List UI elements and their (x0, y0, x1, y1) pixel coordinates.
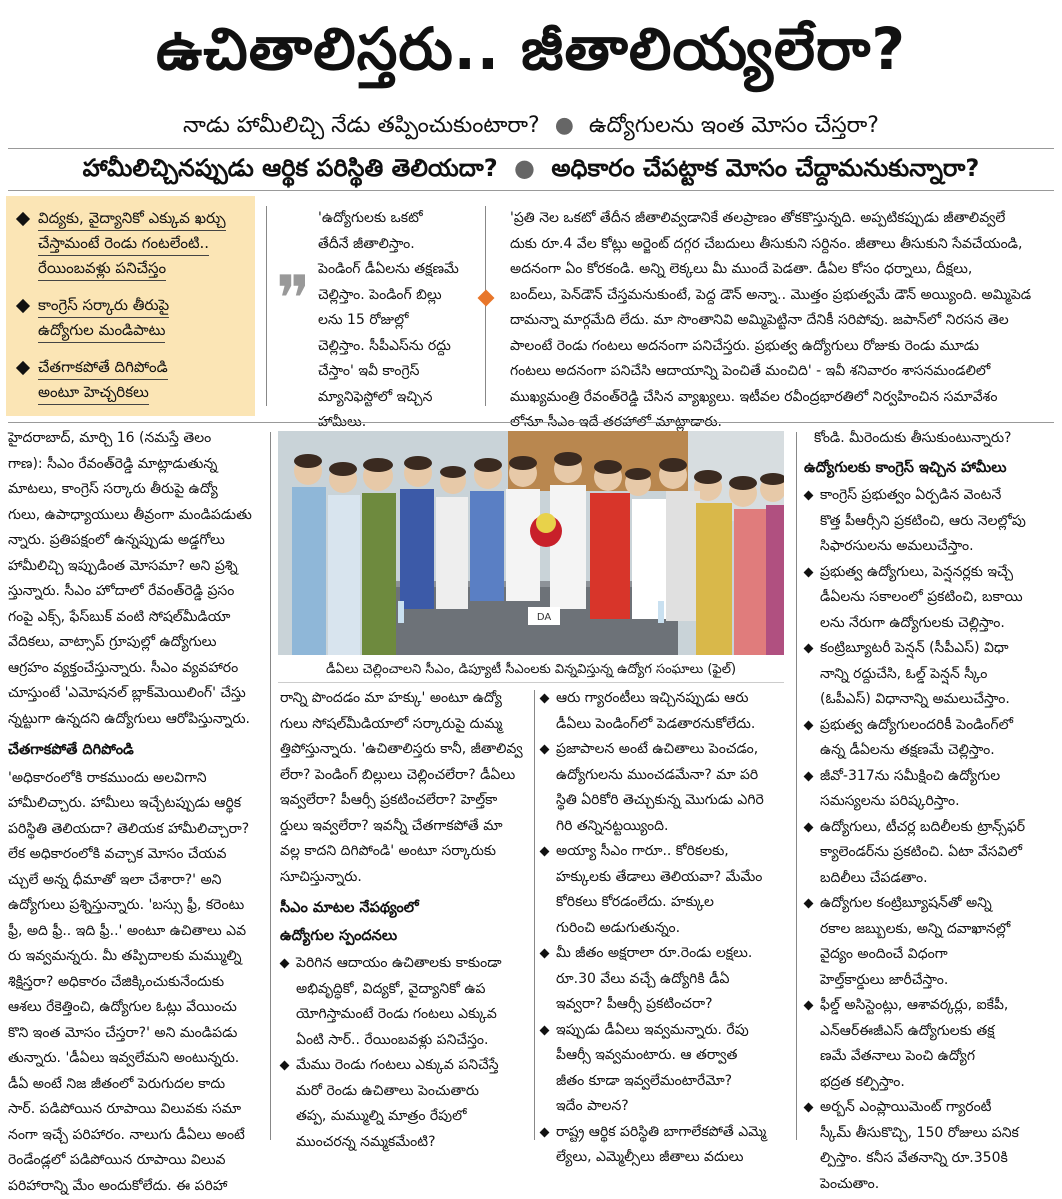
manifesto-quote (318, 206, 498, 436)
subheadline-1-part-2: ఉద్యోగులను ఇంత మోసం చేస్తరా? (589, 113, 879, 138)
list-item (804, 560, 1058, 637)
article-column-2 (280, 686, 530, 1155)
list-item (540, 737, 790, 839)
text-line: కొని ఇంత మోసం చేస్తరా?' అని మండిపడు (8, 1021, 266, 1047)
divider (8, 190, 1054, 191)
text-line: ణమే వేతనాలు పెంచి ఉద్యోగ (820, 1044, 1008, 1070)
list-item (804, 636, 1058, 713)
list-item (540, 686, 790, 737)
text-line: హామీలిచ్చారు. హామీలు ఇచ్చేటప్పుడు ఆర్థిక (8, 791, 266, 817)
text-line: ఆగ్రహం వ్యక్తంచేస్తున్నారు. సీఎం వ్యవహారం (8, 656, 266, 682)
text-line: ఇదేం పాలన? (556, 1094, 749, 1120)
text-line: స్తున్నారు. సీఎం హోదాలో రేవంత్‌రెడ్డి ప్రసం (8, 579, 266, 605)
text-line: పీఆర్సీ ఇవ్వమంటారు. ఆ తర్వాత (556, 1043, 749, 1069)
headline: ఉచితాలిస్తరు.. జీతాలియ్యలేరా? (0, 14, 1062, 84)
quote-line: చెల్లిస్తాం. పెండింగ్ బిల్లు (318, 283, 498, 309)
intro-line: 'ప్రతి నెల ఒకటో తేదీన జీతాలివ్వడానికే తలప్రాణం తోకకొస్తున్నది. అప్పటికప్పుడు జీతాలివ్వలే (510, 206, 1055, 232)
highlight-line: రేయింబవళ్లు పనిచేస్తం (38, 256, 166, 281)
intro-line: బంద్‌లు, పెన్‌డౌన్ చేస్తమనుకుంటే, పెద్ద డౌన్ అన్నా.. మొత్తం ప్రభుత్వమే డౌన్ అయ్యింది. అమ్మిపెడ (510, 283, 1055, 309)
diamond-bullet-icon (540, 745, 550, 755)
text-line: జీతం కూడా ఇవ్వలేమంటారేమో? (556, 1069, 749, 1095)
text-line: డీఏలను సకాలంలో ప్రకటించి, బకాయి (820, 585, 1023, 611)
text-line: రూ.30 వేలు వచ్చే ఉద్యోగికి డీఏ (556, 967, 752, 993)
text-line: రాష్ట్ర ఆర్థిక పరిస్థితి బాగాలేకపోతే ఎమ్మె (556, 1120, 766, 1146)
text-line: ప్రజాపాలన అంటే ఉచితాలు పెంచడం, (556, 737, 764, 763)
intro-line: దామన్నా మార్గమేది లేదు. మా సొంతానివి అమ్మిపెట్టినా దేనికీ సరిపోవు. జపాన్‌లో నిరసన తెల (510, 308, 1055, 334)
text-line: నంగా ఇచ్చే పరిహారం. నాలుగు డీఏలు అంటే (8, 1123, 266, 1149)
text-line: రు ఇవ్వమన్నరు. మీ తప్పిదాలకు మమ్ముల్ని (8, 944, 266, 970)
text-line: ముంచరన్న నమ్మకమేంటి? (296, 1130, 499, 1156)
text-line: కోరికలు కోరడంలేదు. హక్కుల (556, 890, 762, 916)
text-line: యోగిస్తామంటే రెండు గంటలు ఎక్కువ (296, 1002, 501, 1028)
text-line: తున్నారు. 'డీఏలు ఇవ్వలేమని అంటున్నరు. (8, 1046, 266, 1072)
diamond-bullet-icon (540, 1025, 550, 1035)
text-line: హెల్త్‌కార్డులు జారీచేస్తాం. (820, 968, 1010, 994)
highlight-item (16, 355, 247, 405)
column-divider (270, 432, 271, 1140)
text-line: తప్ప, మమ్ముల్ని మాత్రం రేపులో (296, 1104, 499, 1130)
text-line: పెరిగిన ఆదాయం ఉచితాలకు కాకుండా (296, 951, 501, 977)
text-line: న్నట్టుగా ఉన్నదని ఉద్యోగులు ఆరోపిస్తున్నారు. (8, 707, 266, 733)
article-column-4 (804, 426, 1058, 1197)
text-line: డీఏ అంటే నిజ జీతంలో పెరుగుదల కాదు (8, 1072, 266, 1098)
list-item (804, 483, 1058, 560)
highlight-item (16, 293, 247, 343)
list-item (540, 1120, 790, 1171)
bullet-dot-icon: ● (506, 154, 543, 182)
text-line: రాన్ని పొందడం మా హక్కు' అంటూ ఉద్యో (280, 686, 530, 712)
text-line: ర్డులు ఇవ్వలేరా? ఇవన్నీ చేతగాకపోతే మా (280, 814, 530, 840)
intro-line: ముఖ్యమంత్రి రేవంత్‌రెడ్డి చేసిన వ్యాఖ్యలు. ఇటీవల రవీంద్రభారతిలో నిర్వహించిన సమావేశం (510, 385, 1055, 411)
text-line: మరో రెండు ఉచితాలు పెంచుతారు (296, 1079, 499, 1105)
diamond-bullet-icon (16, 299, 30, 313)
list-item (804, 764, 1058, 815)
text-line: క్యాలెండర్‌ను ప్రకటించి. ఏటా వేసవిలో (820, 840, 1025, 866)
text-line: హైదరాబాద్, మార్చి 16 (నమస్తే తెలం (8, 426, 266, 452)
text-line: చ్చులే అన్న ధీమాతో ఇలా చేశారా?' అని (8, 868, 266, 894)
list-item (804, 1095, 1058, 1197)
highlight-line: కాంగ్రెస్ సర్కారు తీరుపై (38, 293, 169, 318)
list-item (540, 1018, 790, 1120)
text-line: మాటలు, కాంగ్రెస్ సర్కారు తీరుపై ఉద్యో (8, 477, 266, 503)
diamond-bullet-icon (804, 491, 814, 501)
text-line: ల్యేలు, ఎమ్మెల్సీలు జీతాలు వదులు (556, 1145, 766, 1171)
quote-line: లను 15 రోజుల్లో (318, 308, 498, 334)
text-line: ఫీల్డ్ అసిస్టెంట్లు, ఆశావర్కర్లు, ఐకేపీ, (820, 993, 1008, 1019)
text-line: గురించి అడుగుతున్నం. (556, 916, 762, 942)
list-item (804, 891, 1058, 993)
highlight-line: అంటూ హెచ్చరికలు (38, 380, 149, 405)
text-line: సూచిస్తున్నారు. (280, 865, 530, 891)
subheadline-2-part-1: హామీలిచ్చినప్పుడు ఆర్థిక పరిస్థితి తెలియదా? (83, 154, 498, 182)
text-line: సార్. పడిపోయిన రూపాయి విలువకు సమా (8, 1097, 266, 1123)
section-heading: చేతగాకపోతే దిగిపోండి (8, 738, 266, 764)
diamond-bullet-icon (804, 899, 814, 909)
highlights-box (6, 196, 255, 416)
diamond-bullet-icon (280, 959, 290, 969)
text-line: కంట్రిబ్యూటరీ పెన్షన్ (సీపీఎస్) విధా (820, 636, 1010, 662)
subheadline-1-part-1: నాడు హామీలిచ్చి నేడు తప్పించుకుంటారా? (183, 113, 540, 138)
text-line: వైద్యం అందించే విధంగా (820, 942, 1010, 968)
cm-quote-intro (510, 206, 1055, 436)
text-line: గులు సోషల్‌మీడియాలో సర్కారుపై దుమ్మ (280, 712, 530, 738)
highlight-line: విద్యకు, వైద్యానికో ఎక్కువ ఖర్చు (38, 206, 226, 231)
text-line: లేరా? పెండింగ్ బిల్లులు చెల్లించలేరా? డీఏలు (280, 763, 530, 789)
text-line: గాణ): సీఎం రేవంత్‌రెడ్డి మాట్లాడుతున్న (8, 452, 266, 478)
subheadline-2-part-2: అధికారం చేపట్టాక మోసం చేద్దామనుకున్నారా? (551, 154, 979, 182)
intro-line: లోనూ సీఎం ఇదే తరహాలో మాట్లాడారు. (510, 410, 1055, 436)
text-line: (ఓపీఎస్) విధానాన్ని అమలుచేస్తాం. (820, 687, 1010, 713)
text-line: అభివృద్ధికో, విద్యకో, వైద్యానికో ఉప (296, 977, 501, 1003)
quote-mark-icon: ❞ (276, 270, 310, 330)
diamond-bullet-icon (804, 1001, 814, 1011)
column-divider (534, 690, 535, 1140)
diamond-bullet-icon (540, 694, 550, 704)
text-line: వేదికలు, వాట్సాప్ గ్రూపుల్లో ఉద్యోగులు (8, 630, 266, 656)
highlight-item (16, 206, 247, 281)
article-column-3 (540, 686, 790, 1171)
quote-line: చెల్లిస్తాం. సీపీఎస్‌ను రద్దు (318, 334, 498, 360)
intro-line: దుకు రూ.4 వేల కోట్లు అర్జెంట్ దగ్గర చేబదులు తీసుకుని సర్దినం. జీతాలు తీసుకుని సేవచేయండి, (510, 232, 1055, 258)
highlight-line: ఉద్యోగుల మండిపాటు (38, 318, 165, 343)
text-line: గిరి తన్నినట్టయ్యింది. (556, 814, 764, 840)
list-item (804, 713, 1058, 764)
diamond-bullet-icon (804, 644, 814, 654)
text-line: స్థితి ఏరికోరి తెచ్చుకున్న మొగుడు ఎగిరె (556, 788, 764, 814)
diamond-bullet-icon (804, 567, 814, 577)
highlight-line: చేతగాకపోతే దిగిపోండి (38, 355, 168, 380)
text-line: 'అధికారంలోకి రాకముందు అలవిగాని (8, 766, 266, 792)
intro-line: పాలంటే రెండు గంటలు అదనంగా పనిచేస్తరు. ప్రభుత్వ ఉద్యోగులు రోజుకు రెండు మూడు (510, 334, 1055, 360)
diamond-bullet-icon (16, 361, 30, 375)
diamond-bullet-icon (280, 1061, 290, 1071)
text-line: చూస్తుంటే 'ఎమోషనల్ బ్లాక్‌మెయిలింగ్' చేస్తు (8, 681, 266, 707)
text-line: స్కీమ్ తీసుకొచ్చి, 150 రోజులు పనిక (820, 1121, 1019, 1147)
section-heading: ఉద్యోగుల స్పందనలు (280, 924, 530, 950)
diamond-bullet-icon (804, 720, 814, 730)
diamond-bullet-icon (804, 822, 814, 832)
divider (8, 148, 1054, 149)
column-divider (796, 432, 797, 1140)
text-line: వల్ల కాదని దిగిపోండి' అంటూ సర్కారుకు (280, 839, 530, 865)
text-line: గులు, ఉపాధ్యాయులు తీవ్రంగా మండిపడుతు (8, 503, 266, 529)
text-line: ఫ్రీ, అది ఫ్రీ.. ఇది ఫ్రీ..' అంటూ ఉచితాలు ఎవ (8, 919, 266, 945)
list-item (540, 941, 790, 1018)
text-line: హక్కులకు తేడాలు తెలియవా? మేమేం (556, 865, 762, 891)
text-line: రెండేండ్లలో పడిపోయిన రూపాయి విలువ (8, 1148, 266, 1174)
text-line: ఇప్పుడు డీఏలు ఇవ్వమన్నారు. రేపు (556, 1018, 749, 1044)
news-photo (278, 431, 784, 655)
diamond-bullet-icon (16, 212, 30, 226)
section-heading: ఉద్యోగులకు కాంగ్రెస్ ఇచ్చిన హామీలు (804, 456, 1058, 482)
text-line: ఎన్ఆర్ఈజీఎస్ ఉద్యోగులకు తక్ష (820, 1019, 1008, 1045)
list-item (280, 1053, 530, 1155)
text-line: మేము రెండు గంటలు ఎక్కువ పనిచేస్తే (296, 1053, 499, 1079)
text-line: పరిహారాన్ని మేం అందుకోలేదు. ఈ పరిహా (8, 1174, 266, 1199)
bullet-dot-icon: ● (547, 113, 582, 138)
text-line: ఏంటి సార్.. రేయింబవళ్లు పనిచేస్తం. (296, 1028, 501, 1054)
text-line: అయ్యా సీఎం గారూ.. కోరికలకు, (556, 839, 762, 865)
text-line: అర్బన్ ఎంప్లాయిమెంట్ గ్యారంటీ (820, 1095, 1019, 1121)
text-line: డీఏలు పెండింగ్‌లో పెడతారనుకోలేదు. (556, 712, 755, 738)
subheadline-2 (0, 154, 1062, 182)
text-line: న్నారు. ప్రతిపక్షంలో ఉన్నప్పుడు అడ్డగోలు (8, 528, 266, 554)
intro-line: అదనంగా ఏం కోరకండి. అన్ని లెక్కలు మీ ముందే పెడతా. డీఏల కోసం ధర్నాలు, దీక్షలు, (510, 257, 1055, 283)
text-line: ఇవ్వలేరా? పీఆర్సీ ప్రకటించలేరా? హెల్త్‌కా (280, 788, 530, 814)
subheadline-1 (0, 112, 1062, 140)
text-line: రకాల జబ్బులకు, అన్ని దవాఖానల్లో (820, 917, 1010, 943)
diamond-bullet-icon (804, 771, 814, 781)
text-line: కొత్త పీఆర్సీని ప్రకటించి, ఆరు నెలల్లోపు (820, 509, 1026, 535)
text-line: నాన్ని రద్దుచేసి, ఓల్డ్ పెన్షన్ స్కీం (820, 662, 1010, 688)
text-line: సమస్యలను పరిష్కరిస్తాం. (820, 789, 1000, 815)
quote-line: పెండింగ్ డీఏలను తక్షణమే (318, 257, 498, 283)
text-line: సిఫారసులను అమలుచేస్తాం. (820, 534, 1026, 560)
list-item (804, 993, 1058, 1095)
text-line: కాంగ్రెస్ ప్రభుత్వం ఏర్పడిన వెంటనే (820, 483, 1026, 509)
photo-caption: డీఏలు చెల్లించాలని సీఎం, డిప్యూటీ సీఎంలకు విన్నవిస్తున్న ఉద్యోగ సంఘాలు (ఫైల్) (278, 658, 784, 683)
list-item (280, 951, 530, 1053)
text-line: ఆరు గ్యారంటీలు ఇచ్చినప్పుడు ఆరు (556, 686, 755, 712)
text-line: పరిస్థితి తెలియదా? తెలియక హామీలిచ్చారా? (8, 817, 266, 843)
text-line: ఉద్యోగుల కంట్రిబ్యూషన్‌తో అన్ని (820, 891, 1010, 917)
diamond-bullet-icon (540, 847, 550, 857)
intro-line: గంటలు అదనంగా పనిచేసి ఆదాయాన్ని పెంచితే మంచిది' - ఇవీ శనివారం శాసనమండలిలో (510, 359, 1055, 385)
text-line: హామీలిచ్చి ఇప్పుడింత మోసమా? అని ప్రశ్ని (8, 554, 266, 580)
text-line: పెంచుతాం. (820, 1172, 1019, 1198)
article-column-1 (8, 426, 266, 1199)
text-line: శిక్షిస్తరా? అధికారం చేజిక్కించుకునేందుకు (8, 970, 266, 996)
quote-line: తేదీనే జీతాలిస్తాం. (318, 232, 498, 258)
diamond-bullet-icon (540, 1127, 550, 1137)
quote-line: 'ఉద్యోగులకు ఒకటో (318, 206, 498, 232)
text-line: భద్రత కల్పిస్తాం. (820, 1070, 1008, 1096)
diamond-bullet-icon (804, 1103, 814, 1113)
divider (8, 422, 1054, 423)
column-divider (266, 206, 267, 406)
diamond-bullet-icon (540, 949, 550, 959)
list-item (804, 815, 1058, 892)
text-line: కోండి. మీరెందుకు తీసుకుంటున్నారు? (804, 426, 1058, 452)
text-line: లను నేరుగా ఉద్యోగులకు చెల్లిస్తాం. (820, 611, 1023, 637)
text-line: జీవో-317ను సమీక్షించి ఉద్యోగుల (820, 764, 1000, 790)
group-photo-image (278, 431, 784, 655)
quote-line: మ్యానిఫెస్టోలో ఇచ్చిన (318, 385, 498, 411)
placard-text: DA (537, 612, 552, 623)
section-heading: సీఎం మాటల నేపథ్యంలో (280, 896, 530, 922)
list-item (540, 839, 790, 941)
text-line: ఉద్యోగులు ప్రశ్నిస్తున్నారు. 'బస్సు ఫ్రీ, కరెంటు (8, 893, 266, 919)
text-line: ఆశలు రేకెత్తించి, ఉద్యోగుల ఓట్లు వేయించు (8, 995, 266, 1021)
text-line: గంపై ఎక్స్, ఫేస్‌బుక్ వంటి సోషల్‌మీడియా (8, 605, 266, 631)
text-line: ఉన్న డీఏలను తక్షణమే చెల్లిస్తాం. (820, 738, 1013, 764)
text-line: త్తిపోస్తున్నారు. 'ఉచితాలిస్తరు కానీ, జీతాలివ్వ (280, 737, 530, 763)
highlight-line: చేస్తామంటే రెండు గంటలేంటి.. (38, 231, 209, 256)
text-line: ఉద్యోగులు, టీచర్ల బదిలీలకు ట్రాన్స్‌ఫర్ (820, 815, 1025, 841)
text-line: బదిలీలు చేపడతాం. (820, 866, 1025, 892)
text-line: ప్రభుత్వ ఉద్యోగులు, పెన్షనర్లకు ఇచ్చే (820, 560, 1023, 586)
quote-line: హామీలు. (318, 410, 498, 436)
text-line: ఇవ్వరా? పీఆర్సీ ప్రకటించరా? (556, 992, 752, 1018)
text-line: మీ జీతం అక్షరాలా రూ.రెండు లక్షలు. (556, 941, 752, 967)
text-line: లేక అధికారంలోకి వచ్చాక మోసం చేయవ (8, 842, 266, 868)
quote-line: చేస్తాం' ఇవీ కాంగ్రెస్ (318, 359, 498, 385)
text-line: ఉద్యోగులను ముంచడమేనా? మా పరి (556, 763, 764, 789)
text-line: ప్రభుత్వ ఉద్యోగులందరికీ పెండింగ్‌లో (820, 713, 1013, 739)
text-line: ల్పిస్తాం. కనీస వేతనాన్ని రూ.350కి (820, 1146, 1019, 1172)
